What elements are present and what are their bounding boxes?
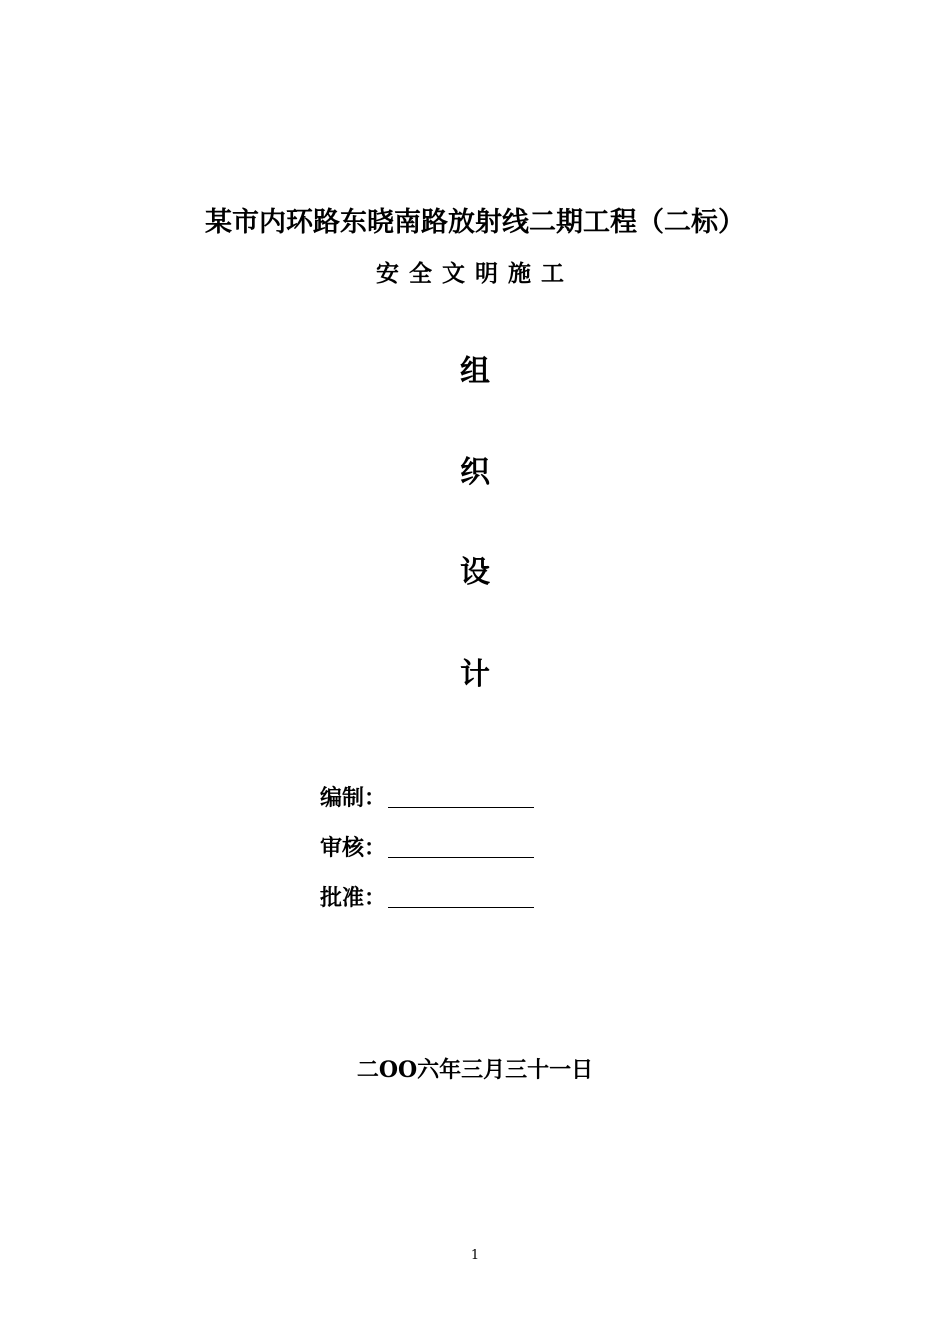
document-subtitle: 安全文明施工	[376, 261, 574, 287]
document-title: 某市内环路东晓南路放射线二期工程（二标）	[205, 207, 745, 238]
signature-label-approve: 批准：	[320, 886, 387, 911]
vertical-title-char-4: 计	[460, 657, 490, 692]
signature-row-approve	[320, 880, 534, 914]
signature-label-compile: 编制：	[320, 786, 387, 811]
signature-line-approve	[388, 883, 534, 908]
signature-line-review	[388, 833, 534, 858]
signature-line-compile	[388, 783, 534, 808]
signature-label-review: 审核：	[320, 836, 387, 861]
vertical-title-char-2: 织	[460, 455, 490, 490]
vertical-title-char-3: 设	[460, 555, 490, 590]
document-date: 二OO六年三月三十一日	[356, 1057, 594, 1083]
page-number: 1	[470, 1248, 480, 1263]
signature-row-review	[320, 830, 534, 864]
vertical-title-char-1: 组	[460, 354, 490, 389]
signature-row-compile	[320, 780, 534, 814]
